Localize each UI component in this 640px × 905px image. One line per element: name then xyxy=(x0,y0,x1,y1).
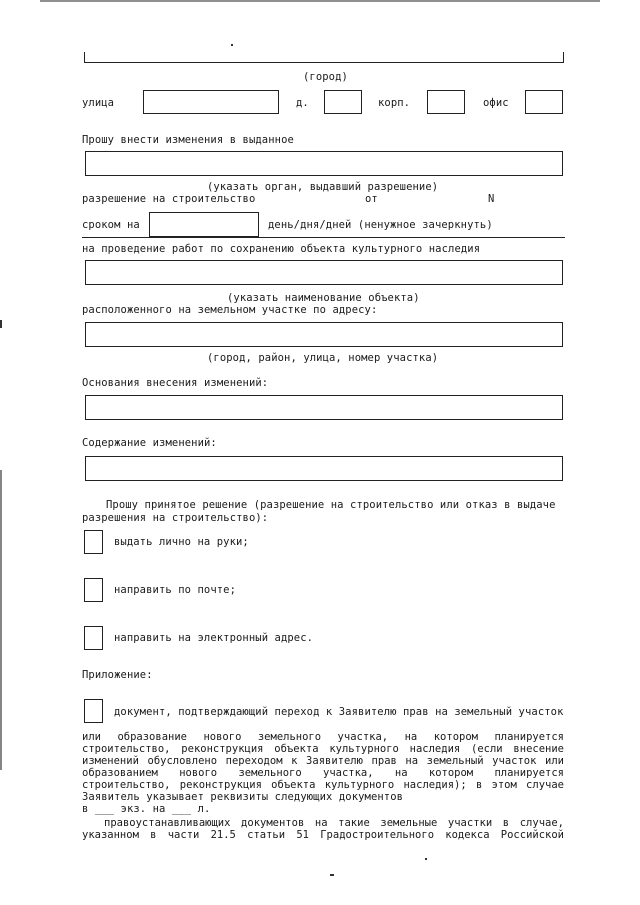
house-input[interactable] xyxy=(324,90,362,114)
grounds-label: Основания внесения изменений: xyxy=(82,377,269,389)
title-docs-line: правоустанавливающих документов на такие земельные участки в случае, xyxy=(104,817,564,829)
scan-artifact-top xyxy=(40,0,600,2)
term-units: день/дня/дней (ненужное зачеркнуть) xyxy=(268,219,493,231)
attachment-doc-line1: документ, подтверждающий переход к Заявителю прав на земельный участок xyxy=(114,706,564,718)
from-label: от xyxy=(365,193,378,205)
requisites-line: Заявитель указывает реквизиты следующих документов xyxy=(82,791,404,803)
option-by-email: направить на электронный адрес. xyxy=(114,632,314,644)
attachment-para-line: изменений обусловлено переходом к Заявителю прав на земельный участок или xyxy=(82,755,564,767)
site-address-input[interactable] xyxy=(85,322,563,347)
authority-caption: (указать орган, выдавший разрешение) xyxy=(207,181,439,193)
frame-bottom-edge xyxy=(84,62,564,63)
checkbox-in-person[interactable] xyxy=(84,530,103,554)
attachment-para-line: строительство, реконструкция объекта культурного наследия (если внесение xyxy=(82,743,564,755)
option-by-mail: направить по почте; xyxy=(114,584,237,596)
attachment-label: Приложение: xyxy=(82,669,153,681)
request-intro: Прошу внести изменения в выданное xyxy=(82,134,294,146)
scan-speck xyxy=(231,44,233,46)
frame-left-edge xyxy=(84,52,85,63)
attachment-para-line: образованием нового земельного участка, на котором планируется xyxy=(82,767,564,779)
city-caption: (город) xyxy=(303,71,348,83)
copies-line: в ___ экз. на ___ л. xyxy=(82,803,211,815)
number-label: N xyxy=(488,193,495,205)
permit-label: разрешение на строительство xyxy=(82,193,256,205)
scan-speck xyxy=(330,874,334,876)
delivery-intro-line2: разрешения на строительство): xyxy=(82,512,269,524)
content-input[interactable] xyxy=(85,456,563,481)
content-label: Содержание изменений: xyxy=(82,437,217,449)
term-underline xyxy=(82,237,565,238)
street-input[interactable] xyxy=(143,90,279,114)
grounds-input[interactable] xyxy=(85,395,563,420)
object-name-input[interactable] xyxy=(85,260,563,285)
attachment-para-line: строительство, реконструкция объекта культурного наследия); в этом случае xyxy=(82,779,564,791)
address-caption: (город, район, улица, номер участка) xyxy=(207,352,439,364)
office-label: офис xyxy=(483,97,509,109)
checkbox-by-email[interactable] xyxy=(84,626,103,650)
title-docs-line: указанном в части 21.5 статьи 51 Градостроительного кодекса Российской xyxy=(82,829,564,841)
frame-right-edge xyxy=(563,52,564,63)
scan-artifact-left xyxy=(0,320,2,328)
works-label: на проведение работ по сохранению объекта культурного наследия xyxy=(82,243,481,255)
term-label: сроком на xyxy=(82,219,140,231)
scan-speck xyxy=(425,858,427,860)
building-input[interactable] xyxy=(427,90,465,114)
scan-artifact-left xyxy=(0,470,2,770)
checkbox-land-rights-doc[interactable] xyxy=(84,699,103,723)
checkbox-by-mail[interactable] xyxy=(84,578,103,602)
house-label: д. xyxy=(296,97,309,109)
delivery-intro-line1: Прошу принятое решение (разрешение на строительство или отказ в выдаче xyxy=(106,499,556,511)
attachment-para-line: или образование нового земельного участка, на котором планируется xyxy=(82,731,564,743)
option-in-person: выдать лично на руки; xyxy=(114,536,249,548)
office-input[interactable] xyxy=(525,90,563,114)
street-label: улица xyxy=(82,97,115,109)
object-caption: (указать наименование объекта) xyxy=(227,292,420,304)
building-label: корп. xyxy=(378,97,411,109)
authority-input[interactable] xyxy=(85,151,563,176)
term-input[interactable] xyxy=(149,212,259,237)
location-label: расположенного на земельном участке по адресу: xyxy=(82,304,378,316)
